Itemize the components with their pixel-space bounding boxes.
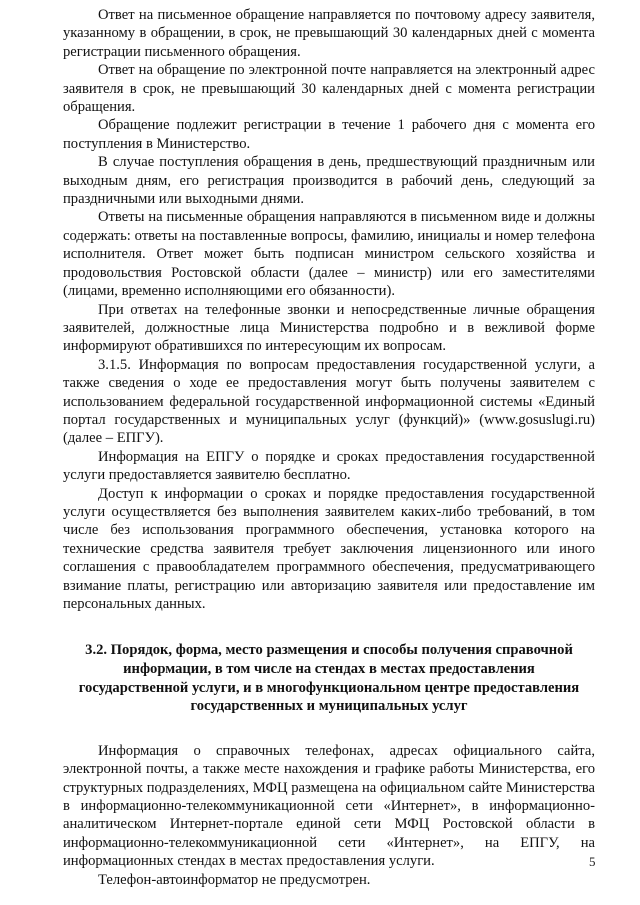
- paragraph-written-reply: Ответ на письменное обращение направляется по почтовому адресу заявителя, указанному в обращении, в срок, не превышающий 30 календарных дней с момента регистрации письменного обращения.: [63, 7, 595, 60]
- document-page: [63, 6, 595, 889]
- paragraph-email-reply: Ответ на обращение по электронной почте направляется на электронный адрес заявителя в срок, не превышающий 30 календарных дней с момента регистрации обращения.: [63, 62, 595, 116]
- paragraph-reference-info: Информация о справочных телефонах, адресах официального сайта, электронной почты, а также месте нахождения и графике работы Министерства, его структурных подразделениях, МФЦ размещена на официальном сайте Министерства в информационно-телекоммуникационной сети «Интернет», в информационно-аналитическом Интернет-портале единой сети МФЦ Ростовской области в информационно-телекоммуникационной сети «Интернет», на ЕПГУ, на информационных стендах в местах предоставления услуги.: [63, 742, 595, 870]
- paragraph-reply-content: Ответы на письменные обращения направляются в письменном виде и должны содержать: ответы на поставленные вопросы, фамилию, инициалы и номер телефона исполнителя. Ответ может быть подписан министром сельского хозяйства и продовольствия Ростовской области (далее – министр) или его заместителями (лицами, временно исполняющими его обязанности).: [63, 209, 595, 300]
- paragraph-autoinformer: Телефон-автоинформатор не предусмотрен.: [98, 871, 371, 888]
- paragraph-access-info: Доступ к информации о сроках и порядке предоставления государственной услуги осуществляется без выполнения заявителем каких-либо требований, в том числе без использования программного обеспечения, установка которого на технические средства заявителя требует заключения лицензионного или иного соглашения с правообладателем программного обеспечения, предусматривающего взимание платы, регистрацию или авторизацию заявителя или предоставление им персональных данных.: [63, 485, 595, 612]
- page-number: 5: [589, 854, 596, 869]
- paragraph-epgu-free: Информация на ЕПГУ о порядке и сроках предоставления государственной услуги предоставляется заявителю бесплатно.: [63, 448, 595, 484]
- paragraph-3-1-5: 3.1.5. Информация по вопросам предоставления государственной услуги, а также сведения о ходе ее предоставления могут быть получены заявителем с использованием федеральной государственной информационной системы «Единый портал государственных и муниципальных услуг (функций)» (www.gosuslugi.ru) (далее – ЕПГУ).: [63, 356, 595, 447]
- section-heading-3-2: 3.2. Порядок, форма, место размещения и способы получения справочной информации, в том числе на стендах в местах предоставления государственной услуги, и в многофункциональном центре предоставления государственных и муниципальных услуг: [78, 642, 580, 715]
- paragraph-holiday-registration: В случае поступления обращения в день, предшествующий праздничным или выходным дням, его регистрация производится в рабочий день, следующий за праздничными или выходными днями.: [63, 154, 595, 208]
- paragraph-registration: Обращение подлежит регистрации в течение 1 рабочего дня с момента его поступления в Министерство.: [63, 117, 595, 152]
- paragraph-phone-calls: При ответах на телефонные звонки и непосредственные личные обращения заявителей, должностные лица Министерства подробно и в вежливой форме информируют обратившихся по интересующим их вопросам.: [63, 301, 595, 355]
